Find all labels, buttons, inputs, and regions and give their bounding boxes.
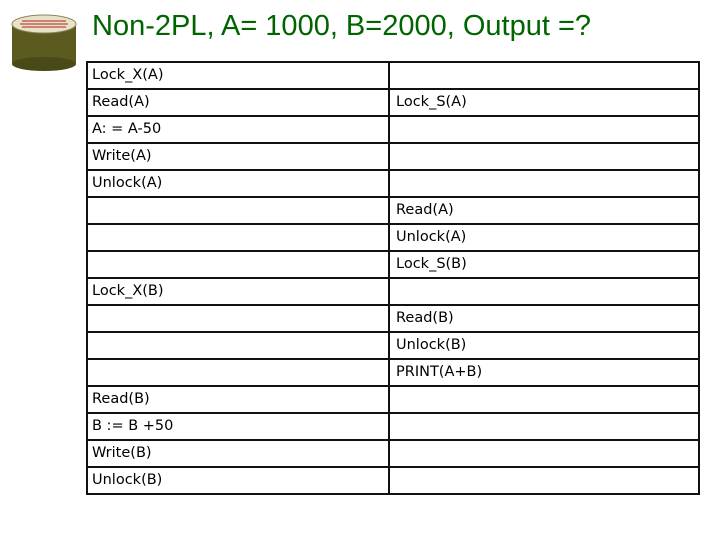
transaction-2-cell: Unlock(A) bbox=[389, 224, 699, 251]
transaction-1-cell bbox=[87, 305, 389, 332]
schedule-table bbox=[86, 61, 700, 495]
schedule-row bbox=[87, 413, 699, 440]
transaction-2-cell: Unlock(B) bbox=[389, 332, 699, 359]
transaction-1-cell: Lock_X(B) bbox=[87, 278, 389, 305]
transaction-1-cell: Read(B) bbox=[87, 386, 389, 413]
schedule-row bbox=[87, 116, 699, 143]
schedule-row bbox=[87, 386, 699, 413]
transaction-1-cell: Write(A) bbox=[87, 143, 389, 170]
schedule-row bbox=[87, 359, 699, 386]
transaction-1-cell bbox=[87, 251, 389, 278]
transaction-2-cell bbox=[389, 170, 699, 197]
transaction-1-cell bbox=[87, 359, 389, 386]
transaction-2-cell bbox=[389, 467, 699, 494]
transaction-2-cell bbox=[389, 278, 699, 305]
transaction-2-cell bbox=[389, 440, 699, 467]
schedule-row bbox=[87, 305, 699, 332]
transaction-1-cell: Read(A) bbox=[87, 89, 389, 116]
transaction-2-cell: Lock_S(B) bbox=[389, 251, 699, 278]
transaction-1-cell: Write(B) bbox=[87, 440, 389, 467]
schedule-row bbox=[87, 197, 699, 224]
transaction-1-cell bbox=[87, 224, 389, 251]
transaction-1-cell bbox=[87, 332, 389, 359]
schedule-row bbox=[87, 440, 699, 467]
schedule-row bbox=[87, 278, 699, 305]
database-cylinder-icon bbox=[8, 14, 80, 72]
transaction-1-cell: Unlock(B) bbox=[87, 467, 389, 494]
slide-title: Non-2PL, A= 1000, B=2000, Output =? bbox=[92, 10, 592, 42]
transaction-1-cell: B := B +50 bbox=[87, 413, 389, 440]
transaction-2-cell: PRINT(A+B) bbox=[389, 359, 699, 386]
schedule-row bbox=[87, 332, 699, 359]
schedule-row bbox=[87, 62, 699, 89]
transaction-2-cell bbox=[389, 116, 699, 143]
transaction-2-cell bbox=[389, 62, 699, 89]
transaction-2-cell bbox=[389, 413, 699, 440]
schedule-row bbox=[87, 170, 699, 197]
schedule-row bbox=[87, 89, 699, 116]
transaction-2-cell bbox=[389, 143, 699, 170]
schedule-row bbox=[87, 224, 699, 251]
transaction-2-cell: Lock_S(A) bbox=[389, 89, 699, 116]
schedule-body bbox=[87, 62, 699, 494]
schedule-row bbox=[87, 251, 699, 278]
schedule-row bbox=[87, 467, 699, 494]
transaction-1-cell: A: = A-50 bbox=[87, 116, 389, 143]
transaction-1-cell bbox=[87, 197, 389, 224]
transaction-1-cell: Unlock(A) bbox=[87, 170, 389, 197]
transaction-2-cell: Read(A) bbox=[389, 197, 699, 224]
transaction-2-cell: Read(B) bbox=[389, 305, 699, 332]
schedule-row bbox=[87, 143, 699, 170]
transaction-1-cell: Lock_X(A) bbox=[87, 62, 389, 89]
transaction-2-cell bbox=[389, 386, 699, 413]
